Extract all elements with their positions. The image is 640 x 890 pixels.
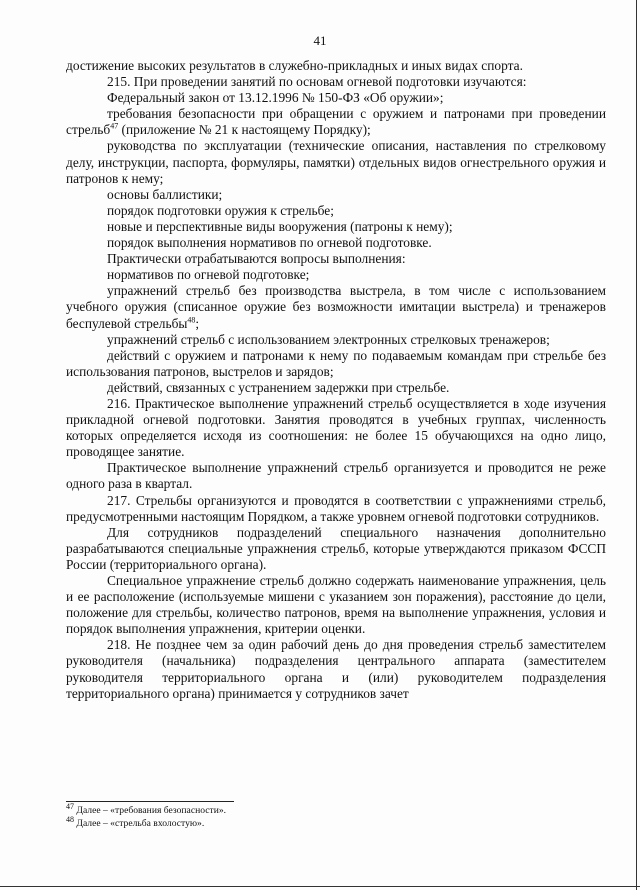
paragraph: Для сотрудников подразделений специального назначения дополнительно разрабатываются специальные упражнения стрельб, которые утверждаются приказом ФССП России (территориального органа). <box>66 524 606 572</box>
footnotes <box>66 801 606 830</box>
document-body <box>66 58 606 702</box>
paragraph: действий, связанных с устранением задержки при стрельбе. <box>107 379 450 395</box>
scan-edge-bottom <box>0 886 640 887</box>
paragraph: 217. Стрельбы организуются и проводятся в соответствии с упражнениями стрельб, предусмотренными настоящим Порядком, а также уровнем огневой подготовки сотрудников. <box>66 492 606 524</box>
paragraph: руководства по эксплуатации (технические описания, наставления по стрелковому делу, инструкции, паспорта, формуляры, памятки) отдельных видов огнестрельного оружия и патронов к нему; <box>66 138 606 186</box>
paragraph: новые и перспективные виды вооружения (патроны к нему); <box>107 218 453 234</box>
paragraph: порядок подготовки оружия к стрельбе; <box>107 202 334 218</box>
footnote-ref: 47 <box>110 121 119 131</box>
footnote: $^{48}$ Далее – «стрельба вхолостую». <box>66 814 205 829</box>
paragraph: упражнений стрельб с использованием электронных стрелковых тренажеров; <box>107 331 550 347</box>
paragraph: 215. При проведении занятий по основам огневой подготовки изучаются: <box>107 74 527 90</box>
paragraph: Практическое выполнение упражнений стрельб организуется и проводится не реже одного раза в квартал. <box>66 460 606 492</box>
paragraph: достижение высоких результатов в служебно-прикладных и иных видах спорта. <box>66 58 523 73</box>
paragraph: 218. Не позднее чем за один рабочий день до дня проведения стрельб заместителем руководителя (начальника) подразделения центрального аппарата (заместителем руководителя территориального органа и (или) руководителем подразделения территориального органа) принимается у сотрудников зачет <box>66 637 606 701</box>
paragraph: Специальное упражнение стрельб должно содержать наименование упражнения, цель и ее расположение (используемые мишени с указанием зон поражения), расстояние до цели, положение для стрельбы, количество патронов, время на выполнение упражнения, условия и порядок выполнения упражнения, критерии оценки. <box>66 573 606 637</box>
paragraph: упражнений стрельб без производства выстрела, в том числе с использованием учебного оружия (списанное оружие без возможности имитации выстрела) и тренажеров беспулевой стрельбы$^{48}$; <box>66 283 606 331</box>
paragraph: 216. Практическое выполнение упражнений стрельб осуществляется в ходе изучения прикладной огневой подготовки. Занятия проводятся в учебных группах, численность которых определяется исходя из соотношения: не более 15 обучающихся на одно лицо, проводящее занятие. <box>66 395 606 460</box>
paragraph: нормативов по огневой подготовке; <box>107 267 310 283</box>
paragraph: требования безопасности при обращении с оружием и патронами при проведении стрельб$^{47}$ (приложение № 21 к настоящему Порядку); <box>66 106 606 138</box>
paragraph: действий с оружием и патронами к нему по подаваемым командам при стрельбе без использования патронов, выстрелов и зарядов; <box>66 347 606 379</box>
footnote-ref: 48 <box>187 315 196 325</box>
paragraph: Федеральный закон от 13.12.1996 № 150-ФЗ «Об оружии»; <box>107 90 444 106</box>
page-number: 41 <box>313 33 327 48</box>
footnote: $^{47}$ Далее – «требования безопасности». <box>66 801 227 816</box>
paragraph: порядок выполнения нормативов по огневой подготовке. <box>107 235 432 251</box>
scan-edge-right <box>636 0 637 890</box>
paragraph: основы баллистики; <box>107 186 223 202</box>
paragraph: Практически отрабатываются вопросы выполнения: <box>107 251 406 267</box>
footnote-separator <box>66 801 234 802</box>
